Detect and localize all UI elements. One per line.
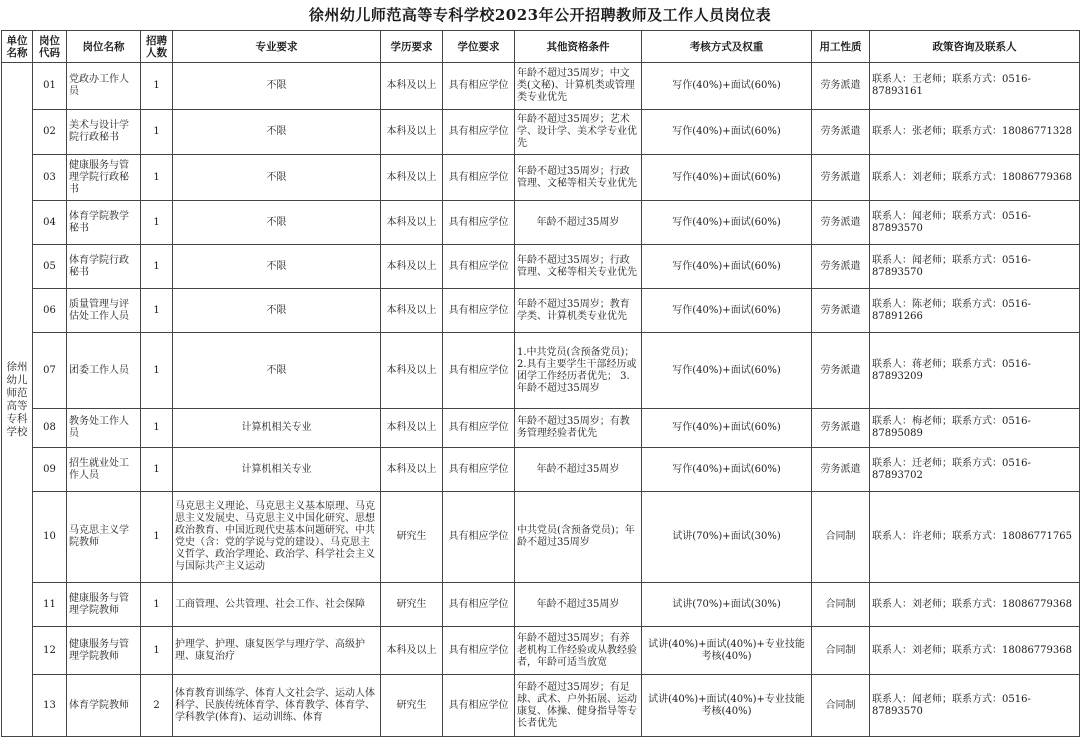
employment-type-cell: 劳务派遣 <box>812 63 870 110</box>
table-row <box>2 289 1080 333</box>
header-degree: 学位要求 <box>443 31 515 63</box>
degree-cell: 具有相应学位 <box>443 245 515 289</box>
degree-cell: 具有相应学位 <box>443 448 515 492</box>
code-cell: 07 <box>33 333 67 409</box>
table-row <box>2 201 1080 245</box>
employment-type-cell: 合同制 <box>812 583 870 627</box>
contact-cell: 联系人：闻老师；联系方式：0516-87893570 <box>870 245 1080 289</box>
major-cell: 不限 <box>173 201 381 245</box>
degree-cell: 具有相应学位 <box>443 201 515 245</box>
count-cell: 1 <box>141 245 173 289</box>
header-code: 岗位代码 <box>33 31 67 63</box>
count-cell: 1 <box>141 155 173 201</box>
degree-cell: 具有相应学位 <box>443 333 515 409</box>
code-cell: 06 <box>33 289 67 333</box>
code-cell: 03 <box>33 155 67 201</box>
table-row <box>2 627 1080 675</box>
employment-type-cell: 劳务派遣 <box>812 245 870 289</box>
count-cell: 1 <box>141 627 173 675</box>
other-conditions-cell: 年龄不超过35周岁；中文类(文秘)、计算机类或管理类专业优先 <box>515 63 642 110</box>
position-name-cell: 体育学院教学秘书 <box>67 201 141 245</box>
education-cell: 本科及以上 <box>381 155 443 201</box>
other-conditions-cell: 中共党员(含预备党员)；年龄不超过35周岁 <box>515 492 642 583</box>
header-position: 岗位名称 <box>67 31 141 63</box>
contact-cell: 联系人：陈老师；联系方式：0516-87891266 <box>870 289 1080 333</box>
education-cell: 研究生 <box>381 492 443 583</box>
code-cell: 05 <box>33 245 67 289</box>
other-conditions-cell: 年龄不超过35周岁 <box>515 448 642 492</box>
education-cell: 本科及以上 <box>381 63 443 110</box>
exam-method-cell: 试讲(40%)+面试(40%)+专业技能考核(40%) <box>642 627 812 675</box>
code-cell: 11 <box>33 583 67 627</box>
header-count: 招聘人数 <box>141 31 173 63</box>
education-cell: 本科及以上 <box>381 627 443 675</box>
major-cell: 不限 <box>173 155 381 201</box>
major-cell: 不限 <box>173 333 381 409</box>
header-employment-type: 用工性质 <box>812 31 870 63</box>
count-cell: 1 <box>141 583 173 627</box>
exam-method-cell: 试讲(40%)+面试(40%)+专业技能考核(40%) <box>642 675 812 737</box>
contact-cell: 联系人：张老师；联系方式：18086771328 <box>870 110 1080 155</box>
education-cell: 本科及以上 <box>381 289 443 333</box>
exam-method-cell: 写作(40%)+面试(60%) <box>642 333 812 409</box>
contact-cell: 联系人：刘老师；联系方式：18086779368 <box>870 155 1080 201</box>
education-cell: 本科及以上 <box>381 409 443 448</box>
other-conditions-cell: 年龄不超过35周岁；有教务管理经验者优先 <box>515 409 642 448</box>
contact-cell: 联系人：闻老师；联系方式：0516-87893570 <box>870 675 1080 737</box>
education-cell: 本科及以上 <box>381 245 443 289</box>
other-conditions-cell: 年龄不超过35周岁；行政管理、文秘等相关专业优先 <box>515 245 642 289</box>
exam-method-cell: 写作(40%)+面试(60%) <box>642 201 812 245</box>
count-cell: 1 <box>141 289 173 333</box>
code-cell: 02 <box>33 110 67 155</box>
table-row <box>2 409 1080 448</box>
count-cell: 1 <box>141 63 173 110</box>
other-conditions-cell: 年龄不超过35周岁；艺术学、设计学、美术学专业优先 <box>515 110 642 155</box>
header-education: 学历要求 <box>381 31 443 63</box>
count-cell: 1 <box>141 110 173 155</box>
employment-type-cell: 劳务派遣 <box>812 448 870 492</box>
major-cell: 工商管理、公共管理、社会工作、社会保障 <box>173 583 381 627</box>
major-cell: 计算机相关专业 <box>173 409 381 448</box>
exam-method-cell: 试讲(70%)+面试(30%) <box>642 583 812 627</box>
major-cell: 体育教育训练学、体育人文社会学、运动人体科学、民族传统体育学、体育教学、体育学、学科教学(体育)、运动训练、体育 <box>173 675 381 737</box>
education-cell: 本科及以上 <box>381 110 443 155</box>
education-cell: 本科及以上 <box>381 201 443 245</box>
table-row <box>2 448 1080 492</box>
count-cell: 1 <box>141 492 173 583</box>
employment-type-cell: 劳务派遣 <box>812 201 870 245</box>
employment-type-cell: 劳务派遣 <box>812 409 870 448</box>
position-name-cell: 美术与设计学院行政秘书 <box>67 110 141 155</box>
exam-method-cell: 写作(40%)+面试(60%) <box>642 409 812 448</box>
contact-cell: 联系人：刘老师；联系方式：18086779368 <box>870 627 1080 675</box>
position-name-cell: 团委工作人员 <box>67 333 141 409</box>
contact-cell: 联系人：迁老师；联系方式：0516-87893702 <box>870 448 1080 492</box>
count-cell: 1 <box>141 448 173 492</box>
table-row <box>2 675 1080 737</box>
degree-cell: 具有相应学位 <box>443 583 515 627</box>
exam-method-cell: 写作(40%)+面试(60%) <box>642 245 812 289</box>
exam-method-cell: 写作(40%)+面试(60%) <box>642 110 812 155</box>
count-cell: 2 <box>141 675 173 737</box>
major-cell: 计算机相关专业 <box>173 448 381 492</box>
code-cell: 08 <box>33 409 67 448</box>
table-row <box>2 583 1080 627</box>
exam-method-cell: 试讲(70%)+面试(30%) <box>642 492 812 583</box>
major-cell: 护理学、护理、康复医学与理疗学、高级护理、康复治疗 <box>173 627 381 675</box>
position-name-cell: 健康服务与管理学院行政秘书 <box>67 155 141 201</box>
position-name-cell: 体育学院教师 <box>67 675 141 737</box>
code-cell: 13 <box>33 675 67 737</box>
header-contact: 政策咨询及联系人 <box>870 31 1080 63</box>
major-cell: 不限 <box>173 289 381 333</box>
degree-cell: 具有相应学位 <box>443 409 515 448</box>
degree-cell: 具有相应学位 <box>443 492 515 583</box>
major-cell: 不限 <box>173 63 381 110</box>
employment-type-cell: 合同制 <box>812 675 870 737</box>
count-cell: 1 <box>141 201 173 245</box>
other-conditions-cell: 年龄不超过35周岁；教育学类、计算机类专业优先 <box>515 289 642 333</box>
employment-type-cell: 劳务派遣 <box>812 155 870 201</box>
table-row <box>2 63 1080 110</box>
table-row <box>2 492 1080 583</box>
other-conditions-cell: 1.中共党员(含预备党员)； 2.具有主要学生干部经历或团学工作经历者优先； 3.年龄不超过35周岁 <box>515 333 642 409</box>
header-exam: 考核方式及权重 <box>642 31 812 63</box>
code-cell: 12 <box>33 627 67 675</box>
degree-cell: 具有相应学位 <box>443 110 515 155</box>
degree-cell: 具有相应学位 <box>443 627 515 675</box>
page-title: 徐州幼儿师范高等专科学校2023年公开招聘教师及工作人员岗位表 <box>308 6 772 24</box>
position-name-cell: 教务处工作人员 <box>67 409 141 448</box>
employment-type-cell: 劳务派遣 <box>812 333 870 409</box>
table-row <box>2 245 1080 289</box>
other-conditions-cell: 年龄不超过35周岁 <box>515 201 642 245</box>
contact-cell: 联系人：蒋老师；联系方式：0516-87893209 <box>870 333 1080 409</box>
exam-method-cell: 写作(40%)+面试(60%) <box>642 289 812 333</box>
employment-type-cell: 劳务派遣 <box>812 110 870 155</box>
major-cell: 马克思主义理论、马克思主义基本原理、马克思主义发展史、马克思主义中国化研究、思想政治教育、中国近现代史基本问题研究、中共党史（含：党的学说与党的建设）、马克思主义哲学、政治学理论、政治学、科学社会主义与国际共产主义运动 <box>173 492 381 583</box>
other-conditions-cell: 年龄不超过35周岁；行政管理、文秘等相关专业优先 <box>515 155 642 201</box>
education-cell: 本科及以上 <box>381 448 443 492</box>
position-name-cell: 体育学院行政秘书 <box>67 245 141 289</box>
table-row <box>2 110 1080 155</box>
other-conditions-cell: 年龄不超过35周岁 <box>515 583 642 627</box>
recruitment-table <box>1 30 1080 737</box>
degree-cell: 具有相应学位 <box>443 155 515 201</box>
header-other: 其他资格条件 <box>515 31 642 63</box>
employment-type-cell: 劳务派遣 <box>812 289 870 333</box>
employment-type-cell: 合同制 <box>812 627 870 675</box>
degree-cell: 具有相应学位 <box>443 675 515 737</box>
employment-type-cell: 合同制 <box>812 492 870 583</box>
position-name-cell: 马克思主义学院教师 <box>67 492 141 583</box>
code-cell: 09 <box>33 448 67 492</box>
major-cell: 不限 <box>173 245 381 289</box>
header-row <box>2 31 1080 63</box>
exam-method-cell: 写作(40%)+面试(60%) <box>642 63 812 110</box>
contact-cell: 联系人：许老师；联系方式：18086771765 <box>870 492 1080 583</box>
position-name-cell: 健康服务与管理学院教师 <box>67 627 141 675</box>
other-conditions-cell: 年龄不超过35周岁；有足球、武术、户外拓展、运动康复、体操、健身指导等专长者优先 <box>515 675 642 737</box>
education-cell: 研究生 <box>381 675 443 737</box>
degree-cell: 具有相应学位 <box>443 63 515 110</box>
table-row <box>2 155 1080 201</box>
other-conditions-cell: 年龄不超过35周岁；有养老机构工作经验或从教经验者，年龄可适当放宽 <box>515 627 642 675</box>
header-major: 专业要求 <box>173 31 381 63</box>
exam-method-cell: 写作(40%)+面试(60%) <box>642 155 812 201</box>
contact-cell: 联系人：闻老师；联系方式：0516-87893570 <box>870 201 1080 245</box>
contact-cell: 联系人：梅老师；联系方式：0516-87895089 <box>870 409 1080 448</box>
education-cell: 研究生 <box>381 583 443 627</box>
major-cell: 不限 <box>173 110 381 155</box>
position-name-cell: 招生就业处工作人员 <box>67 448 141 492</box>
contact-cell: 联系人：王老师；联系方式：0516-87893161 <box>870 63 1080 110</box>
table-row <box>2 333 1080 409</box>
position-name-cell: 健康服务与管理学院教师 <box>67 583 141 627</box>
exam-method-cell: 写作(40%)+面试(60%) <box>642 448 812 492</box>
education-cell: 本科及以上 <box>381 333 443 409</box>
count-cell: 1 <box>141 333 173 409</box>
code-cell: 10 <box>33 492 67 583</box>
unit-name-cell: 徐州幼儿师范高等专科学校 <box>2 63 33 737</box>
position-name-cell: 质量管理与评估处工作人员 <box>67 289 141 333</box>
contact-cell: 联系人：刘老师；联系方式：18086779368 <box>870 583 1080 627</box>
position-name-cell: 党政办工作人员 <box>67 63 141 110</box>
count-cell: 1 <box>141 409 173 448</box>
degree-cell: 具有相应学位 <box>443 289 515 333</box>
code-cell: 04 <box>33 201 67 245</box>
code-cell: 01 <box>33 63 67 110</box>
header-unit: 单位名称 <box>2 31 33 63</box>
